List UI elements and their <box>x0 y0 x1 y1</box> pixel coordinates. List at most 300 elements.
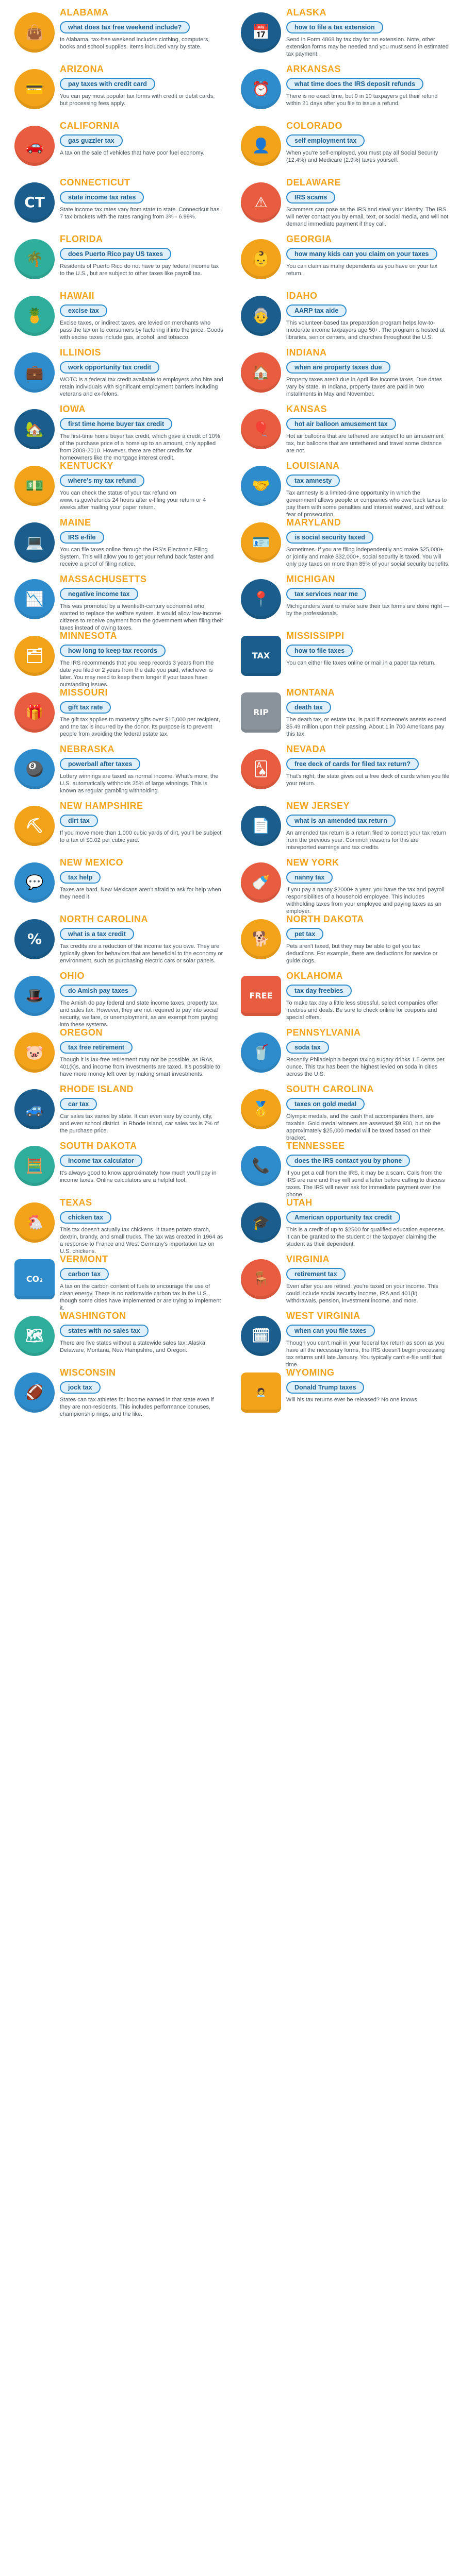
state-name: VIRGINIA <box>286 1254 330 1264</box>
state-card <box>9 857 223 910</box>
answer-text: When you're self-employed, you must pay all Social Security (12.4%) and Medicare (2.9%) taxes yourself. <box>286 150 438 163</box>
answer-text: Taxes are hard. New Mexicans aren't afraid to ask for help when they need it. <box>60 887 221 900</box>
pineapple-icon <box>14 296 55 336</box>
icon-glyph: 🥤 <box>252 1044 270 1061</box>
icon-glyph: 🌴 <box>25 250 44 267</box>
state-name: LOUISIANA <box>286 461 340 471</box>
answer-text: The gift tax applies to monetary gifts over $15,000 per recipient, and the tax is incurred by the donor. Its purpose is to prevent people from avoiding the federal estate tax. <box>60 717 220 737</box>
graduation-cap-icon <box>241 1202 281 1243</box>
state-card <box>9 461 223 513</box>
icon-glyph: 🧑‍💼 <box>256 1387 266 1397</box>
state-card <box>236 801 450 853</box>
answer-text: There are five states without a statewide sales tax: Alaska, Delaware, Montana, New Hampshire, and Oregon. <box>60 1340 207 1353</box>
icon-glyph: 💬 <box>25 874 44 891</box>
icon-glyph: % <box>27 930 42 947</box>
icon-glyph: 👶 <box>252 250 270 267</box>
tax-form-icon <box>241 636 281 676</box>
house-icon <box>241 352 281 393</box>
search-question-pill: car tax <box>60 1098 97 1110</box>
answer-text: Recently Philadelphia began taxing sugary drinks 1.5 cents per ounce. This tax has been the highest levied on soda in cities across the U.S. <box>286 1057 445 1077</box>
icon-glyph: 🪪 <box>252 534 270 551</box>
answer-text: WOTC is a federal tax credit available to employers who hire and retain individuals with significant employment barriers including veterans and ex-felons. <box>60 377 223 397</box>
search-question-pill: tax amnesty <box>286 474 340 487</box>
icon-glyph: TAX <box>252 651 270 660</box>
state-name: ALABAMA <box>60 7 109 18</box>
state-name: WYOMING <box>286 1367 335 1378</box>
answer-text: Excise taxes, or indirect taxes, are levied on merchants who pass the tax on to consumers by factoring it into the price. Goods with excise taxes include gas, alcohol, and tobacco. <box>60 320 223 341</box>
search-question-pill: powerball after taxes <box>60 758 140 770</box>
state-card <box>236 404 450 456</box>
icon-glyph: 🐕 <box>252 930 270 947</box>
shopping-bag-icon <box>14 12 55 53</box>
answer-text: This tax doesn't actually tax chickens. It taxes potato starch, dextrin, brandy, and small trucks. The tax was created in 1964 as a response to France and West Germany's importation tax on U.S. chickens. <box>60 1227 223 1255</box>
handshake-icon <box>241 466 281 506</box>
playing-cards-icon <box>241 749 281 789</box>
answer-text: An amended tax return is a return filed to correct your tax return from the previous year. Common reasons for this are misreported earnings and tax credits. <box>286 830 446 851</box>
state-card <box>9 631 223 688</box>
search-question-pill: death tax <box>286 701 331 714</box>
answer-text: You can pay most popular tax forms with credit or debit cards, but processing fees apply. <box>60 93 215 107</box>
phone-icon <box>241 1146 281 1186</box>
search-question-pill: retirement tax <box>286 1268 346 1280</box>
state-name: INDIANA <box>286 347 327 358</box>
balloon-icon <box>241 409 281 449</box>
search-question-pill: pay taxes with credit card <box>60 78 155 90</box>
kids-icon <box>241 239 281 279</box>
lottery-ball-icon <box>14 749 55 789</box>
icon-glyph: 🚙 <box>25 1100 44 1117</box>
icon-glyph: 📉 <box>25 590 44 607</box>
state-name: KANSAS <box>286 404 327 414</box>
search-question-pill: excise tax <box>60 304 107 317</box>
state-card <box>236 744 450 796</box>
wheelbarrow-icon <box>14 806 55 846</box>
state-name: NEVADA <box>286 744 326 754</box>
answer-text: Even after you are retired, you're taxed on your income. This could include social security income, IRA and 401(k) withdrawals, pension, investment income, and more. <box>286 1283 438 1304</box>
icon-glyph: 👜 <box>25 24 44 41</box>
state-name: TENNESSEE <box>286 1141 345 1151</box>
state-card <box>236 177 450 230</box>
search-question-pill: Donald Trump taxes <box>286 1381 364 1394</box>
icon-glyph: 🏡 <box>25 420 44 437</box>
state-card <box>236 857 450 914</box>
answer-text: You can claim as many dependents as you have on your tax return. <box>286 263 438 277</box>
search-question-pill: free deck of cards for filed tax return? <box>286 758 419 770</box>
state-name: WEST VIRGINIA <box>286 1311 360 1321</box>
state-name: MASSACHUSETTS <box>60 574 147 584</box>
answer-text: This volunteer-based tax preparation program helps low-to-moderate income taxpayers age 50+. The program is hosted at libraries, senior centers, and churches throughout the U.S. <box>286 320 445 341</box>
search-question-pill: states with no sales tax <box>60 1325 149 1337</box>
state-card <box>9 1141 223 1193</box>
search-question-pill: soda tax <box>286 1041 329 1054</box>
state-name: GEORGIA <box>286 234 332 244</box>
state-name: COLORADO <box>286 121 342 131</box>
state-name: NEW HAMPSHIRE <box>60 801 143 811</box>
search-question-pill: what is an amended tax return <box>286 815 396 827</box>
icon-glyph: 📅 <box>252 24 270 41</box>
answer-text: Scammers can pose as the IRS and steal your identity. The IRS will never contact you by email, text, or social media, and will not demand immediate payment if they call. <box>286 207 449 227</box>
state-name: ILLINOIS <box>60 347 101 358</box>
gift-icon <box>14 692 55 733</box>
icon-glyph: 🪑 <box>252 1270 270 1287</box>
answer-text: A tax on the carbon content of fuels to encourage the use of clean energy. There is no nationwide carbon tax in the U.S., though some cities have implemented or are trying to implement it. <box>60 1283 221 1311</box>
state-name: MONTANA <box>286 687 335 698</box>
map-icon <box>14 1316 55 1356</box>
answer-text: A tax on the sale of vehicles that have poor fuel economy. <box>60 150 205 156</box>
answer-text: If you get a call from the IRS, it may be a scam. Calls from the IRS are rare and they will send a letter before calling to discuss taxes. The IRS will never ask for immediate payment over the phone. <box>286 1170 445 1198</box>
icon-glyph: 🤝 <box>252 477 270 494</box>
icon-glyph: 🂡 <box>253 760 269 777</box>
answer-text: Tax credits are a reduction of the income tax you owe. They are typically given for behaviors that are beneficial to the economy or environment, such as purchasing electric cars or solar panels. <box>60 943 223 964</box>
state-card <box>9 291 223 343</box>
icon-glyph: 💼 <box>25 364 44 381</box>
state-card <box>236 234 450 286</box>
state-card <box>236 64 450 116</box>
answer-text: Hot air balloons that are tethered are subject to an amusement tax, but balloons that are untethered and travel some distance are not. <box>286 433 444 454</box>
calendar-icon <box>241 12 281 53</box>
freebie-tag-icon <box>241 976 281 1016</box>
answer-text: Michiganders want to make sure their tax forms are done right — by the professionals. <box>286 603 450 617</box>
state-card <box>9 347 223 400</box>
state-card <box>9 1367 223 1420</box>
icon-glyph: 💻 <box>25 534 44 551</box>
answer-text: Sometimes. If you are filing independently and make $25,000+ or jointly and make $32,000+, social security is taxed. You will only pay taxes on more than 85% of your social security benefits. <box>286 547 450 567</box>
icon-glyph: 🚗 <box>25 137 44 154</box>
answer-text: You can either file taxes online or mail in a paper tax return. <box>286 660 436 666</box>
answer-text: Car sales tax varies by state. It can even vary by county, city, and even school district. In Rhode Island, car sales tax is 7% of the purchase price. <box>60 1113 219 1134</box>
minus-chart-icon <box>14 579 55 619</box>
piggy-bank-icon <box>14 1032 55 1073</box>
co2-cloud-icon <box>14 1259 55 1299</box>
search-question-pill: American opportunity tax credit <box>286 1211 400 1224</box>
state-card <box>9 971 223 1028</box>
answer-text: Tax amnesty is a limited-time opportunity in which the government allows people or companies who owe back taxes to pay them with some penalties and interest waived, and without fear of prosecution. <box>286 490 447 518</box>
state-name: IOWA <box>60 404 86 414</box>
answer-text: State income tax rates vary from state to state. Connecticut has 7 tax brackets with the rates ranging from 3% - 6.99%. <box>60 207 220 220</box>
answer-text: It's always good to know approximately how much you'll pay in income taxes. Online calculators are a helpful tool. <box>60 1170 217 1183</box>
state-name: NORTH CAROLINA <box>60 914 148 924</box>
state-card <box>9 404 223 461</box>
percent-icon <box>14 919 55 959</box>
search-question-pill: how many kids can you claim on your taxes <box>286 248 437 260</box>
icon-glyph: ⚠ <box>254 194 268 211</box>
state-name: MAINE <box>60 517 91 528</box>
state-card <box>236 1027 450 1080</box>
state-card <box>236 291 450 343</box>
icon-glyph: 💵 <box>25 477 44 494</box>
icon-glyph: CO₂ <box>26 1274 43 1284</box>
state-card <box>236 347 450 400</box>
state-card <box>236 7 450 60</box>
answer-text: The Amish do pay federal and state income taxes, property tax, and sales tax. However, they are not required to pay into social security, welfare, or unemployment, as are exempt from paying into these systems. <box>60 1000 219 1028</box>
icon-glyph: 🏈 <box>25 1384 44 1401</box>
icon-glyph: 🥇 <box>252 1100 270 1117</box>
computer-icon <box>14 522 55 563</box>
state-name: OREGON <box>60 1027 103 1038</box>
answer-text: Will his tax returns ever be released? No one knows. <box>286 1397 419 1403</box>
search-question-pill: first time home buyer tax credit <box>60 418 172 430</box>
state-name: SOUTH CAROLINA <box>286 1084 374 1094</box>
state-card <box>9 744 223 796</box>
home-key-icon <box>14 409 55 449</box>
search-question-pill: how to file a tax extension <box>286 21 383 33</box>
state-name: NEBRASKA <box>60 744 115 754</box>
search-question-pill: dirt tax <box>60 815 98 827</box>
search-question-pill: taxes on gold medal <box>286 1098 365 1110</box>
search-question-pill: carbon tax <box>60 1268 109 1280</box>
search-question-pill: where's my tax refund <box>60 474 144 487</box>
search-question-pill: jock tax <box>60 1381 101 1394</box>
state-name: ALASKA <box>286 7 326 18</box>
icon-glyph: CT <box>24 194 45 211</box>
state-name: OKLAHOMA <box>286 971 343 981</box>
icon-glyph: 🗓 <box>252 1327 270 1344</box>
state-card <box>9 1084 223 1137</box>
icon-glyph: 🎱 <box>25 760 44 777</box>
search-question-pill: does Puerto Rico pay US taxes <box>60 248 171 260</box>
state-name: KENTUCKY <box>60 461 114 471</box>
state-name: WASHINGTON <box>60 1311 126 1321</box>
icon-glyph: RIP <box>253 707 269 717</box>
search-question-pill: tax free retirement <box>60 1041 133 1054</box>
state-card <box>9 517 223 570</box>
chat-bubble-icon <box>14 862 55 903</box>
social-security-card-icon <box>241 522 281 563</box>
amish-hat-icon <box>14 976 55 1016</box>
icon-glyph: 🧮 <box>25 1157 44 1174</box>
vehicle-icon <box>14 1089 55 1129</box>
state-card <box>9 914 223 967</box>
state-name: VERMONT <box>60 1254 108 1264</box>
icon-glyph: 🗺 <box>25 1327 44 1344</box>
search-question-pill: what is a tax credit <box>60 928 134 940</box>
state-name: OHIO <box>60 971 85 981</box>
search-question-pill: gas guzzler tax <box>60 134 123 147</box>
state-card <box>236 1254 450 1307</box>
answer-text: This is a credit of up to $2500 for qualified education expenses. It can be granted to the student or the taxpayer claiming the student as their dependent. <box>286 1227 446 1247</box>
icon-glyph: 👵 <box>252 307 270 324</box>
answer-text: The IRS recommends that you keep records 3 years from the date you filed or 2 years from the date you paid, whichever is later. You may need to keep them longer if your taxes have outstanding issues. <box>60 660 214 688</box>
state-name: NEW JERSEY <box>286 801 350 811</box>
icon-glyph: 🍍 <box>25 307 44 324</box>
tombstone-icon <box>241 692 281 733</box>
search-question-pill: hot air balloon amusement tax <box>286 418 396 430</box>
answer-text: If you move more than 1,000 cubic yards of dirt, you'll be subject to a tax of $0.02 per cubic yard. <box>60 830 222 843</box>
search-question-pill: what does tax free weekend include? <box>60 21 190 33</box>
icon-glyph: 📄 <box>252 817 270 834</box>
icon-glyph: 🎁 <box>25 704 44 721</box>
answer-text: Lottery winnings are taxed as normal income. What's more, the U.S. automatically withholds 25% of large winnings. This is known as regular gambling withholding. <box>60 773 219 794</box>
answer-text: In Alabama, tax-free weekend includes clothing, computers, books and school supplies. Items included vary by state. <box>60 37 210 50</box>
warning-icon <box>241 182 281 223</box>
state-name: RHODE ISLAND <box>60 1084 134 1094</box>
answer-text: Residents of Puerto Rico do not have to pay federal income tax to the U.S., but are subject to other taxes like payroll tax. <box>60 263 219 277</box>
search-question-pill: is social security taxed <box>286 531 373 544</box>
search-question-pill: IRS e-file <box>60 531 104 544</box>
search-question-pill: pet tax <box>286 928 323 940</box>
state-name: MISSOURI <box>60 687 108 698</box>
state-card <box>9 1027 223 1080</box>
state-card <box>9 574 223 631</box>
search-question-pill: self employment tax <box>286 134 365 147</box>
credit-card-icon <box>14 69 55 109</box>
search-question-pill: income tax calculator <box>60 1155 142 1167</box>
state-card <box>9 687 223 740</box>
ct-badge-icon <box>14 182 55 223</box>
state-card <box>236 631 450 683</box>
state-name: FLORIDA <box>60 234 103 244</box>
answer-text: This was promoted by a twentieth-century economist who wanted to replace the welfare system. It would allow low-income citizens to receive payment from the government when filing their taxes instead of owing taxes. <box>60 603 223 631</box>
icon-glyph: ⏰ <box>252 80 270 97</box>
icon-glyph: 🏠 <box>252 364 270 381</box>
state-name: NEW YORK <box>286 857 339 868</box>
answer-text: States can tax athletes for income earned in that state even if they are non-residents. This includes performance bonuses, championship rings, and the like. <box>60 1397 214 1417</box>
state-card <box>236 574 450 626</box>
icon-glyph: 💳 <box>25 80 44 97</box>
search-question-pill: tax help <box>60 871 101 884</box>
answer-text: Pets aren't taxed, but they may be able to get you tax deductions. For example, there are deductions for service or guide dogs. <box>286 943 438 964</box>
calculator-icon <box>14 1146 55 1186</box>
answer-text: That's right, the state gives out a free deck of cards when you file your return. <box>286 773 450 787</box>
state-name: MICHIGAN <box>286 574 335 584</box>
state-name: IDAHO <box>286 291 318 301</box>
state-name: TEXAS <box>60 1197 92 1208</box>
answer-text: Olympic medals, and the cash that accompanies them, are taxable. Gold medal winners are assessed $9,900, but on the approximately $25,000 medal will be taxed based on their bracket. <box>286 1113 441 1141</box>
answer-text: Though it is tax-free retirement may not be possible, as IRAs, 401(k)s, and income from investments are taxed. It's possible to have more money left over by making smart investments. <box>60 1057 220 1077</box>
state-card <box>236 1197 450 1250</box>
search-question-pill: AARP tax aide <box>286 304 347 317</box>
answer-text: Property taxes aren't due in April like income taxes. Due dates vary by state. In Indiana, property taxes are paid in two installments in May and November. <box>286 377 442 397</box>
search-question-pill: when can you file taxes <box>286 1325 375 1337</box>
search-question-pill: state income tax rates <box>60 191 144 204</box>
search-question-pill: tax day freebies <box>286 985 352 997</box>
gold-medal-icon <box>241 1089 281 1129</box>
search-question-pill: chicken tax <box>60 1211 111 1224</box>
icon-glyph: ⛏ <box>25 817 44 834</box>
state-card <box>236 1084 450 1141</box>
search-question-pill: IRS scams <box>286 191 335 204</box>
state-card <box>236 1311 450 1368</box>
state-name: HAWAII <box>60 291 95 301</box>
search-question-pill: when are property taxes due <box>286 361 390 374</box>
state-name: MINNESOTA <box>60 631 118 641</box>
state-name: SOUTH DAKOTA <box>60 1141 137 1151</box>
icon-glyph: FREE <box>249 991 273 1001</box>
state-name: PENNSYLVANIA <box>286 1027 361 1038</box>
answer-text: There is no exact time, but 9 in 10 taxpayers get their refund within 21 days after you file to issue a refund. <box>286 93 438 107</box>
state-card <box>236 517 450 570</box>
icon-glyph: 🎈 <box>252 420 270 437</box>
state-card <box>9 1197 223 1255</box>
icon-glyph: 📍 <box>252 590 270 607</box>
icon-glyph: 🗂 <box>25 647 44 664</box>
search-question-pill: do Amish pay taxes <box>60 985 137 997</box>
search-question-pill: tax services near me <box>286 588 366 600</box>
search-question-pill: what time does the IRS deposit refunds <box>286 78 423 90</box>
search-question-pill: work opportunity tax credit <box>60 361 159 374</box>
state-card <box>236 914 450 967</box>
state-card <box>236 1141 450 1198</box>
calendar-check-icon <box>241 1316 281 1356</box>
state-card <box>236 687 450 740</box>
search-question-pill: nanny tax <box>286 871 333 884</box>
state-card <box>236 971 450 1023</box>
answer-text: Send in Form 4868 by tax day for an extension. Note, other extension forms may be needed and you must send in estimated tax payment. <box>286 37 449 57</box>
clock-icon <box>241 69 281 109</box>
map-pin-icon <box>241 579 281 619</box>
search-question-pill: how to file taxes <box>286 645 353 657</box>
politician-icon <box>241 1372 281 1413</box>
state-name: NORTH DAKOTA <box>286 914 364 924</box>
state-card <box>9 177 223 230</box>
state-card <box>236 461 450 518</box>
dog-icon <box>241 919 281 959</box>
icon-glyph: 🍼 <box>252 874 270 891</box>
state-name: NEW MEXICO <box>60 857 124 868</box>
icon-glyph: 🐷 <box>25 1044 44 1061</box>
state-card <box>236 121 450 173</box>
icon-glyph: 📞 <box>252 1157 270 1174</box>
answer-text: The death tax, or estate tax, is paid if someone's assets exceed $5.49 million upon their passing. About 1 in 700 Americans pay this tax. <box>286 717 446 737</box>
state-name: CALIFORNIA <box>60 121 120 131</box>
icon-glyph: 🐔 <box>25 1214 44 1231</box>
briefcase-icon <box>14 352 55 393</box>
state-name: ARKANSAS <box>286 64 341 74</box>
state-name: DELAWARE <box>286 177 341 188</box>
answer-text: You can check the status of your tax refund on www.irs.gov/refunds 24 hours after e-filing your return or 4 weeks after mailing your paper return. <box>60 490 206 511</box>
state-name: UTAH <box>286 1197 313 1208</box>
folder-icon <box>14 636 55 676</box>
state-card <box>9 121 223 173</box>
search-question-pill: does the IRS contact you by phone <box>286 1155 410 1167</box>
answer-text: The first-time home buyer tax credit, which gave a credit of 10% of the purchase price of a home up to an amount, only applied from 2008-2010. However, there are other credits for homeowners like the mortgage interest credit. <box>60 433 220 461</box>
search-question-pill: gift tax rate <box>60 701 111 714</box>
soda-cup-icon <box>241 1032 281 1073</box>
search-question-pill: how long to keep tax records <box>60 645 166 657</box>
icon-glyph: 👤 <box>252 137 270 154</box>
state-name: CONNECTICUT <box>60 177 130 188</box>
stroller-icon <box>241 862 281 903</box>
tax-return-document-icon <box>241 806 281 846</box>
answer-text: To make tax day a little less stressful, select companies offer freebies and deals. Be sure to check online for coupons and special offers. <box>286 1000 438 1021</box>
state-card <box>236 1367 450 1420</box>
money-icon <box>14 466 55 506</box>
state-card <box>9 801 223 853</box>
state-card <box>9 64 223 116</box>
answer-text: Though you can't mail in your federal tax return as soon as you have all the necessary forms, the IRS doesn't begin processing tax returns until late January. You typically can't e-file until that time. <box>286 1340 445 1368</box>
answer-text: If you pay a nanny $2000+ a year, you have the tax and payroll responsibilities of a household employee. This includes withholding taxes from your employee and paying taxes as an employer. <box>286 887 445 914</box>
search-question-pill: negative income tax <box>60 588 138 600</box>
state-card <box>9 1311 223 1363</box>
person-icon <box>241 126 281 166</box>
state-card <box>9 1254 223 1311</box>
chicken-icon <box>14 1202 55 1243</box>
state-name: MISSISSIPPI <box>286 631 345 641</box>
state-name: MARYLAND <box>286 517 341 528</box>
football-helmet-icon <box>14 1372 55 1413</box>
car-icon <box>14 126 55 166</box>
palm-tree-icon <box>14 239 55 279</box>
state-card <box>9 234 223 286</box>
state-name: WISCONSIN <box>60 1367 116 1378</box>
icon-glyph: 🎓 <box>252 1214 270 1231</box>
answer-text: You can file taxes online through the IRS's Electronic Filing System. This will allow you to get your refund back faster and receive a proof of filing notice. <box>60 547 214 567</box>
state-name: ARIZONA <box>60 64 104 74</box>
state-card <box>9 7 223 60</box>
icon-glyph: 🎩 <box>25 987 44 1004</box>
rocking-chair-icon <box>241 1259 281 1299</box>
elderly-icon <box>241 296 281 336</box>
